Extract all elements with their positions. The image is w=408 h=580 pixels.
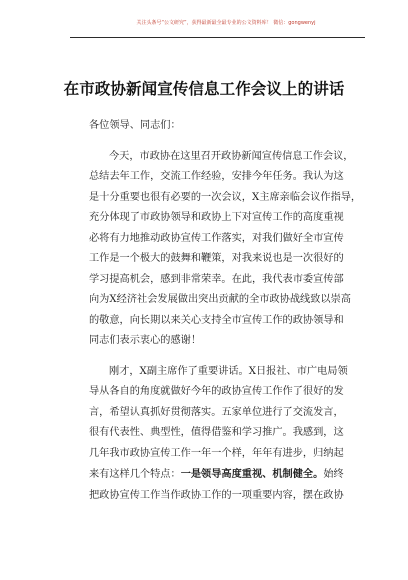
header-divider	[70, 37, 365, 38]
paragraph-line: 言，希望认真抓好贯彻落实。五家单位进行了交流发言，	[89, 406, 344, 418]
document-title: 在市政协新闻宣传信息工作会议上的讲话	[63, 79, 345, 98]
paragraph-line: 几年我市政协宣传工作一年一个样，年年有进步，归纳起	[89, 447, 344, 459]
paragraph-line	[89, 464, 349, 486]
salutation: 各位领导、同志们：	[89, 120, 181, 131]
paragraph-line: 总结去年工作，交流工作经验，安排今年任务。我认为这	[89, 171, 344, 182]
line-text: 始终	[323, 469, 344, 480]
paragraph-line: 今天，市政协在这里召开政协新闻宣传信息工作会议，	[109, 150, 354, 162]
paragraph-line: 导从各自的角度就做好今年的政协宣传工作作了很好的发	[89, 386, 344, 397]
paragraph-line: 工作是一个极大的鼓舞和鞭策，对我来说也是一次很好的	[89, 253, 344, 264]
paragraph-line: 同志们表示衷心的感谢！	[89, 335, 202, 346]
paragraph-line: 学习提高机会，感到非常荣幸。在此，我代表市委宣传部	[89, 273, 344, 285]
paragraph-line: 把政协宣传工作当作政协工作的一项重要内容，摆在政协	[89, 489, 344, 501]
paragraph-line: 充分体现了市政协领导和政协上下对宣传工作的高度重视	[89, 212, 344, 223]
emphasis-text: 一是领导高度重视、机制健全。	[180, 468, 324, 480]
paragraph-line: 刚才，X副主席作了重要讲话。X日报社、市广电局领	[109, 365, 348, 377]
paragraph-line: 很有代表性、典型性，值得借鉴和学习推广。我感到，这	[89, 427, 344, 438]
paragraph-line: 向为X经济社会发展做出突出贡献的全市政协战线致以崇高	[89, 294, 351, 305]
header-banner: 关注头条号“公文研究”，获得最新最全最专业的公文资料库！ 微信：gongwenyj	[136, 20, 316, 26]
paragraph-line: 必将有力地推动政协宣传工作落实，对我们做好全市宣传	[89, 232, 344, 244]
paragraph-line: 是十分重要也很有必要的一次会议，X主席亲临会议作指导，	[89, 191, 362, 203]
paragraph-line: 的敬意，向长期以来关心支持全市宣传工作的政协领导和	[89, 314, 344, 326]
document-body	[89, 116, 362, 506]
line-text: 来有这样几个特点：	[89, 469, 181, 480]
